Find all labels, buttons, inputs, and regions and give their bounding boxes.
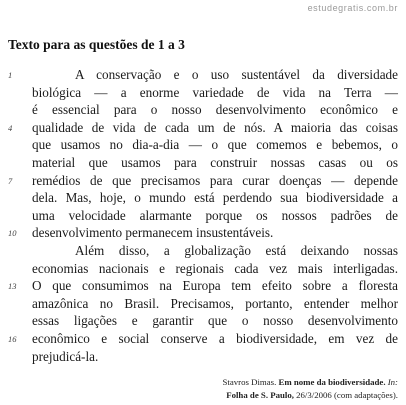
- passage-line: [0, 295, 406, 313]
- line-text: que usamos no dia-a-dia — o que comemos e bebemos, o: [32, 137, 398, 153]
- passage-line: [0, 207, 406, 225]
- passage-line: [0, 312, 406, 330]
- citation-date: 26/3/2006 (com adaptações).: [296, 389, 398, 400]
- citation-author: Stavros Dimas.: [222, 377, 277, 387]
- passage-line: [0, 330, 406, 348]
- passage-line: [0, 348, 406, 366]
- line-text: é essencial para o nosso desenvolvimento econômico e: [32, 102, 398, 118]
- passage-line: [0, 136, 406, 154]
- line-text: desenvolvimento permanecem insustentáveis.: [32, 225, 274, 241]
- passage-line: [0, 172, 406, 190]
- line-number: 10: [8, 228, 17, 239]
- citation-source: Folha de S. Paulo,: [226, 389, 294, 400]
- line-text: uma velocidade alarmante porque os nossos padrões de: [32, 207, 398, 223]
- line-number: 4: [8, 122, 13, 133]
- passage-line: [0, 242, 406, 260]
- line-text: dela. Mas, hoje, o mundo está perdendo sua biodiversidade a: [32, 190, 398, 206]
- passage-line: [0, 84, 406, 102]
- line-text: Além disso, a globalização está deixando nossas: [75, 242, 398, 258]
- line-text: O que consumimos na Europa tem efeito sobre a floresta: [32, 278, 398, 294]
- line-number: 7: [8, 175, 13, 186]
- citation-title: Em nome da biodiversidade.: [278, 377, 386, 387]
- passage-line: [0, 101, 406, 119]
- passage-line: [0, 260, 406, 278]
- line-text: A conservação e o uso sustentável da diversidade: [75, 67, 398, 82]
- line-text: economias nacionais e regionais cada vez mais interligadas.: [32, 260, 398, 276]
- passage-line: [0, 154, 406, 172]
- line-text: qualidade de vida de cada um de nós. A maioria das coisas: [32, 119, 398, 135]
- citation-line-2: [223, 389, 398, 402]
- passage-line: [0, 66, 406, 84]
- line-text: essas ligações e garantir que o nosso desenvolvimento: [32, 313, 398, 329]
- line-text: material que usamos para construir nossas casas ou os: [32, 154, 398, 170]
- line-number: 16: [8, 333, 17, 344]
- line-text: biológica — a enorme variedade de vida na Terra —: [32, 84, 398, 100]
- citation: [223, 376, 398, 401]
- passage-text: [0, 66, 406, 365]
- citation-in-label: In:: [387, 377, 398, 387]
- line-number: 13: [8, 281, 17, 292]
- passage-line: [0, 119, 406, 137]
- line-text: prejudicá-la.: [32, 348, 99, 364]
- citation-line-1: [223, 376, 398, 389]
- line-number: 1: [8, 70, 13, 80]
- line-text: remédios de que precisamos para curar doenças — depende: [32, 172, 398, 188]
- line-text: econômico e social conserve a biodiversidade, em vez de: [32, 330, 398, 346]
- passage-line: [0, 224, 406, 242]
- site-watermark: estudegratis.com.br: [307, 3, 398, 13]
- passage-line: [0, 277, 406, 295]
- passage-line: [0, 189, 406, 207]
- line-text: amazônica no Brasil. Precisamos, portanto, entender melhor: [32, 295, 398, 311]
- section-heading: Texto para as questões de 1 a 3: [8, 37, 185, 52]
